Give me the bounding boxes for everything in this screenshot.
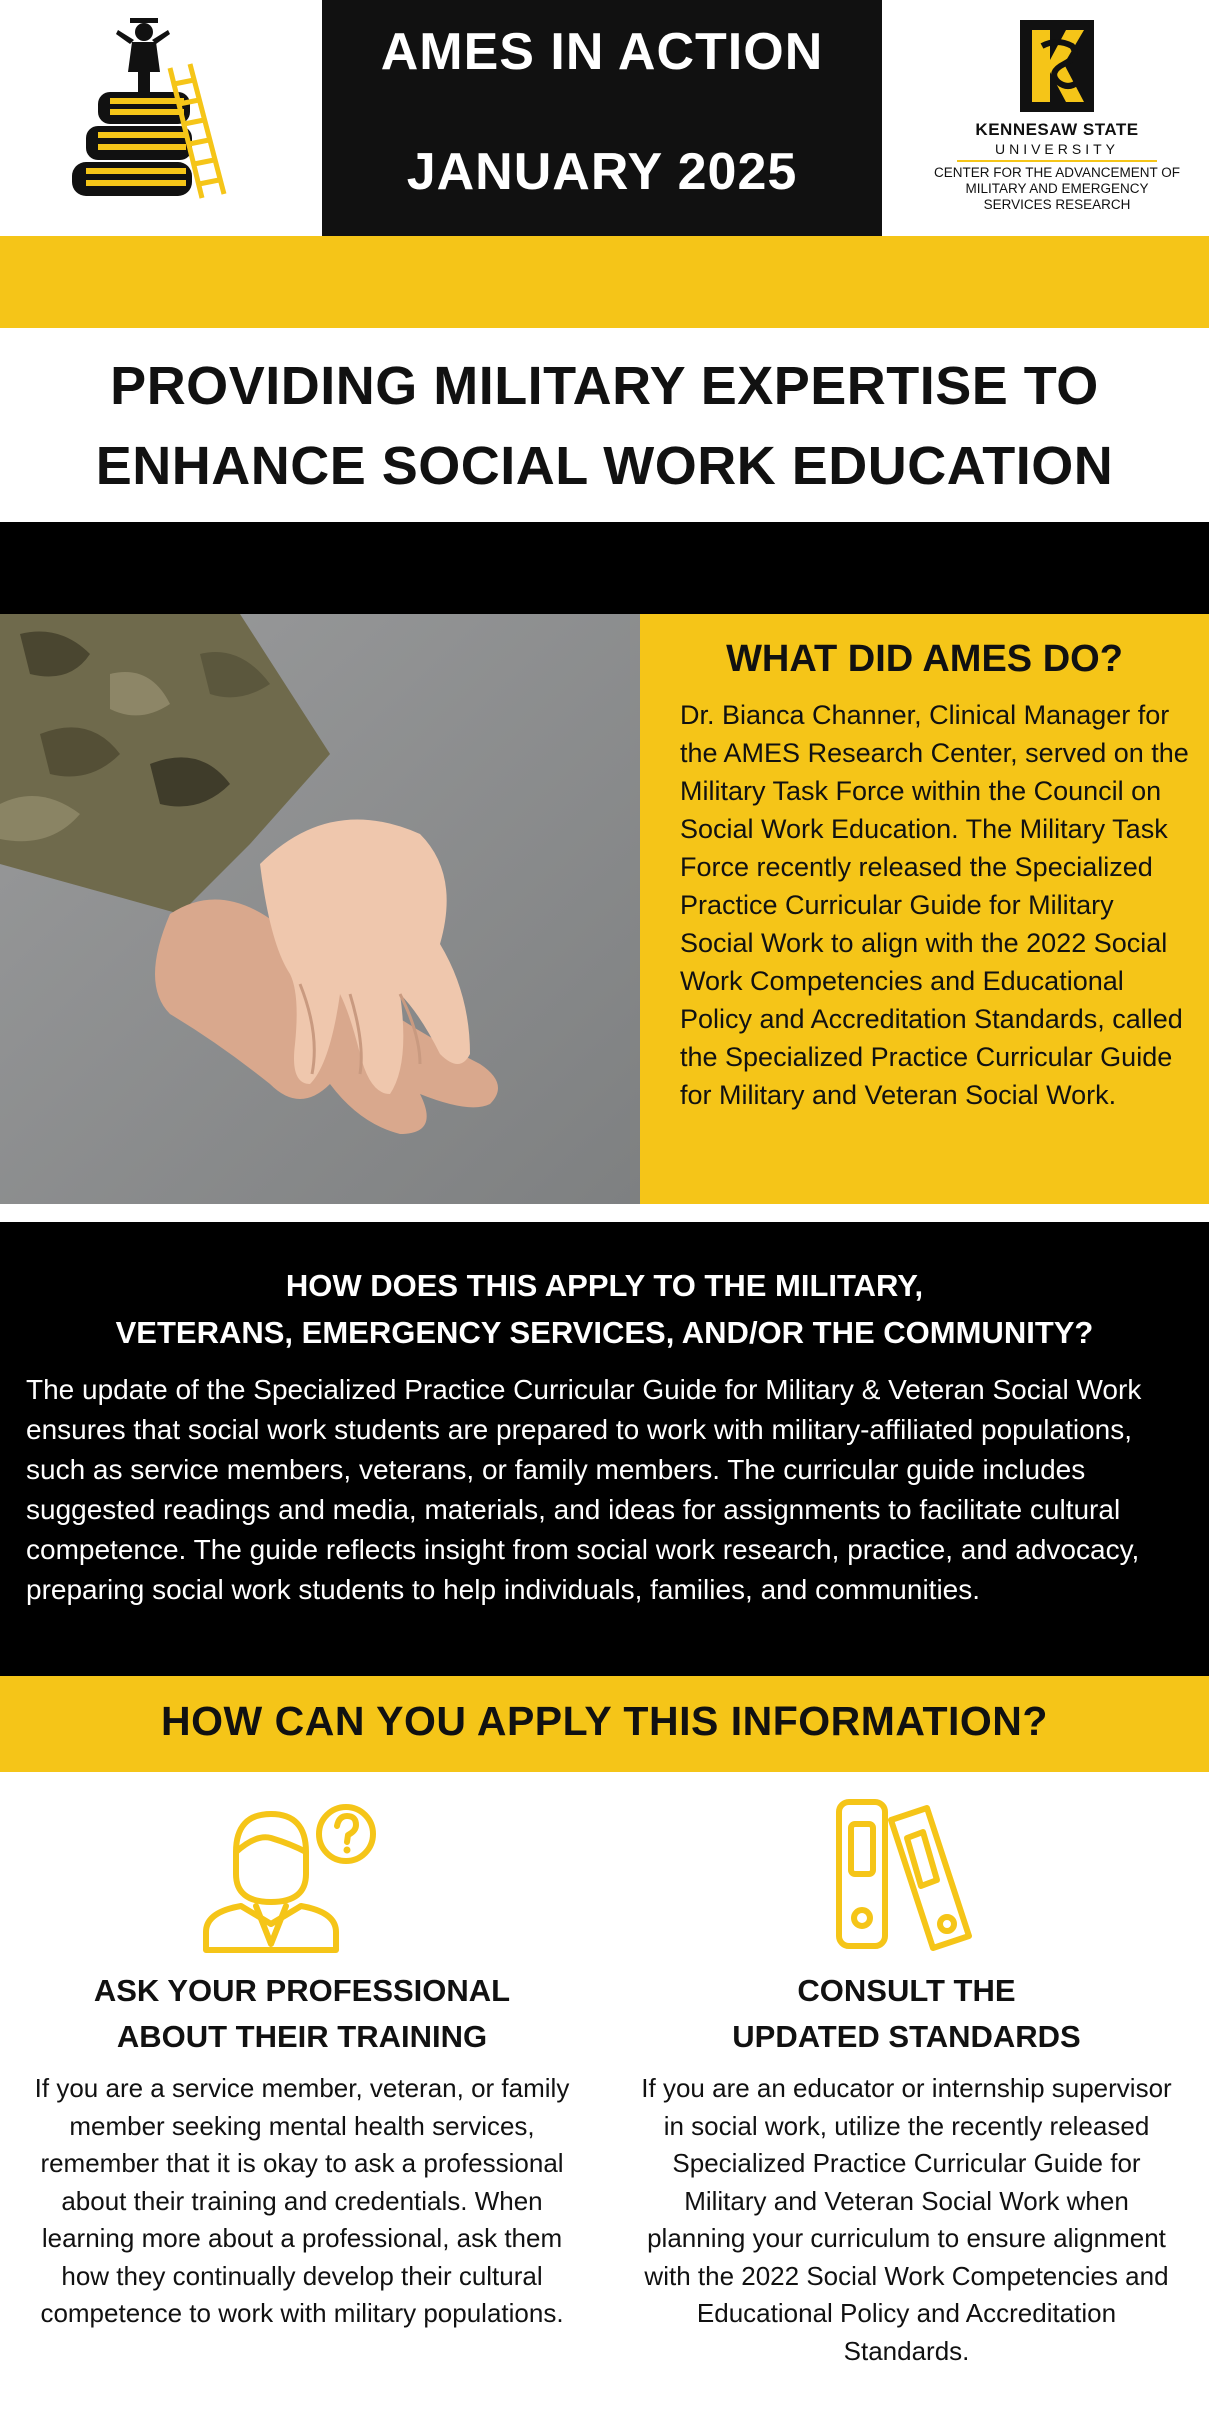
consult-standards-column <box>604 1772 1209 2430</box>
yellow-divider-band <box>0 236 1209 328</box>
what-heading: WHAT DID AMES DO? <box>726 638 1123 680</box>
ksu-center-name: CENTER FOR THE ADVANCEMENT OF MILITARY AND EMERGENCY SERVICES RESEARCH <box>933 165 1181 212</box>
headline-line-2: ENHANCE SOCIAL WORK EDUCATION <box>95 436 1114 496</box>
apply-body: The update of the Specialized Practice Curricular Guide for Military & Veteran Social Work ensures that social work students are prepared to work with military-affiliated populations, such as service members, veterans, or family members. The curricular guide includes suggested readings and media, materials, and ideas for assignments to facilitate cultural competence. The guide reflects insight from social work research, practice, and advocacy, preparing social work students to help individuals, families, and communities. <box>26 1374 1142 1605</box>
ask-professional-body: If you are a service member, veteran, or family member seeking mental health services, remember that it is okay to ask a professional about their training and credentials. When learning more about a professional, ask them how they continually develop their cultural competence to work with military populations. <box>34 2073 570 2328</box>
ask-professional-heading <box>0 1968 604 2060</box>
newsletter-date: JANUARY 2025 <box>406 143 798 201</box>
ksu-divider <box>957 160 1157 162</box>
what-body: Dr. Bianca Channer, Clinical Manager for the AMES Research Center, served on the Military Task Force within the Council on Social Work Education. The Military Task Force recently released the Specialized Practice Curricular Guide for Military Social Work to align with the 2022 Social Work Competencies and Educational Policy and Accreditation Standards, called the Specialized Practice Curricular Guide for Military and Veteran Social Work. <box>680 700 1189 1110</box>
consult-standards-body: If you are an educator or internship supervisor in social work, utilize the recently released Specialized Practice Curricular Guide for Military and Veteran Social Work when planning your curriculum to ensure alignment with the 2022 Social Work Competencies and Educational Policy and Accreditation Standards. <box>641 2073 1172 2366</box>
consult-standards-heading-line-2: UPDATED STANDARDS <box>732 2019 1081 2054</box>
ask-professional-heading-line-1: ASK YOUR PROFESSIONAL <box>93 1973 511 2008</box>
binders-icon <box>829 1794 979 1954</box>
what-did-ames-do-panel <box>640 614 1209 1204</box>
headline-line-1: PROVIDING MILITARY EXPERTISE TO <box>110 356 1099 416</box>
how-heading: HOW CAN YOU APPLY THIS INFORMATION? <box>161 1698 1048 1744</box>
ask-professional-heading-line-2: ABOUT THEIR TRAINING <box>116 2019 488 2054</box>
how-can-you-apply-band <box>0 1676 1209 1772</box>
ksu-monogram-icon <box>1002 16 1112 116</box>
professional-question-icon <box>196 1794 386 1954</box>
how-does-this-apply-panel <box>0 1222 1209 1676</box>
consult-standards-heading-line-1: CONSULT THE <box>797 1973 1016 2008</box>
ask-professional-column <box>0 1772 604 2430</box>
ksu-name: KENNESAW STATE <box>975 120 1139 139</box>
apply-heading <box>0 1262 1209 1356</box>
ames-books-ladder-logo <box>52 12 252 212</box>
black-divider-band <box>0 522 1209 614</box>
hands-photo <box>0 614 640 1204</box>
apply-heading-line-1: HOW DOES THIS APPLY TO THE MILITARY, <box>285 1268 924 1303</box>
headline <box>0 330 1209 522</box>
header <box>0 0 1209 236</box>
title-box <box>322 0 882 236</box>
white-gap <box>0 1204 1209 1222</box>
newsletter-title: AMES IN ACTION <box>380 23 824 81</box>
consult-standards-heading <box>604 1968 1209 2060</box>
apply-heading-line-2: VETERANS, EMERGENCY SERVICES, AND/OR THE COMMUNITY? <box>115 1315 1094 1350</box>
ksu-logo <box>912 8 1202 228</box>
ksu-university: UNIVERSITY <box>994 141 1119 157</box>
